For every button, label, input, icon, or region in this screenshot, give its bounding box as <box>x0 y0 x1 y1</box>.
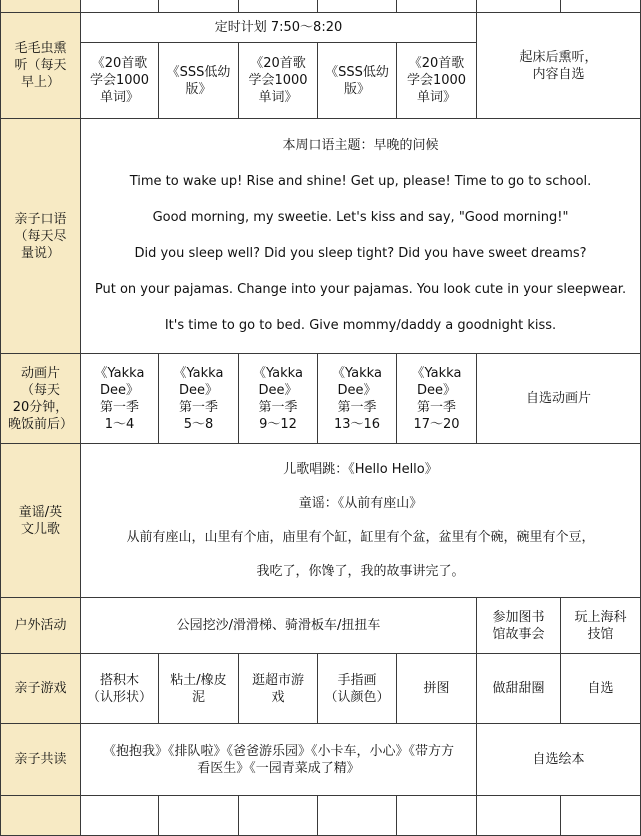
game-cell: 做甜甜圈 <box>477 654 561 724</box>
game-cell: 自选 <box>561 654 641 724</box>
outdoor-main-activity: 公园挖沙/滑滑梯、骑滑板车/扭扭车 <box>81 598 477 654</box>
listening-item: 《20首歌 学会1000 单词》 <box>81 43 159 119</box>
day-cell <box>477 796 561 836</box>
rhyme-song-title: 儿歌唱跳：《Hello Hello》 <box>283 462 438 477</box>
table-row-reading <box>1 724 641 796</box>
cartoon-free-choice: 自选动画片 <box>477 354 641 444</box>
day-cell <box>159 0 239 13</box>
spoken-line: Good morning, my sweetie. Let's kiss and say, "Good morning!" <box>152 210 569 225</box>
table-row-spoken-english <box>1 119 641 354</box>
category-nursery-rhymes: 童谣/英 文儿歌 <box>1 444 81 598</box>
rhyme-line: 从前有座山，山里有个庙，庙里有个缸，缸里有个盆，盆里有个碗，碗里有个豆， <box>126 530 595 545</box>
listening-item: 《20首歌 学会1000 单词》 <box>397 43 477 119</box>
morning-listening-note: 起床后熏听， 内容自选 <box>477 13 641 119</box>
listening-item: 《20首歌 学会1000 单词》 <box>239 43 318 119</box>
table-row-cartoons <box>1 354 641 444</box>
reading-book-list: 《抱抱我》《排队啦》《爸爸游乐园》《小卡车，小心》《带方方 看医生》《一园青菜成了精》 <box>81 724 477 796</box>
day-cell <box>81 0 159 13</box>
spoken-english-content <box>81 119 641 354</box>
category-games: 亲子游戏 <box>1 654 81 724</box>
day-cell <box>561 0 641 13</box>
cartoon-episode-cell: 《Yakka Dee》 第一季 5～8 <box>159 354 239 444</box>
day-cell <box>81 796 159 836</box>
day-cell <box>239 0 318 13</box>
table-row-top-partial <box>1 0 641 13</box>
category-cell-top <box>1 0 81 13</box>
rhyme-title: 童谣：《从前有座山》 <box>298 496 423 511</box>
table-row-morning-listening <box>1 13 641 43</box>
spoken-line: Did you sleep well? Did you sleep tight? Did you have sweet dreams? <box>134 246 587 261</box>
cartoon-episode-cell: 《Yakka Dee》 第一季 17～20 <box>397 354 477 444</box>
table-row-games <box>1 654 641 724</box>
schedule-time-cell: 定时计划 7:50～8:20 <box>81 13 477 43</box>
spoken-line: It's time to go to bed. Give mommy/daddy a goodnight kiss. <box>164 318 557 333</box>
day-cell <box>318 0 397 13</box>
day-cell <box>561 796 641 836</box>
day-cell <box>318 796 397 836</box>
table-row-nursery-rhymes <box>1 444 641 598</box>
day-cell <box>477 0 561 13</box>
table-row-outdoor <box>1 598 641 654</box>
day-cell <box>159 796 239 836</box>
listening-item: 《SSS低幼 版》 <box>159 43 239 119</box>
game-cell: 搭积木 （认形状） <box>81 654 159 724</box>
day-cell <box>397 796 477 836</box>
table-row-bottom-partial <box>1 796 641 836</box>
listening-item: 《SSS低幼 版》 <box>318 43 397 119</box>
nursery-rhymes-content <box>81 444 641 598</box>
category-spoken-english: 亲子口语 （每天尽 量说） <box>1 119 81 354</box>
day-cell <box>397 0 477 13</box>
game-cell: 逛超市游 戏 <box>239 654 318 724</box>
reading-free-choice: 自选绘本 <box>477 724 641 796</box>
category-outdoor: 户外活动 <box>1 598 81 654</box>
category-morning-listening: 毛毛虫熏 听（每天 早上） <box>1 13 81 119</box>
spoken-line: Put on your pajamas. Change into your pajamas. You look cute in your sleepwear. <box>94 282 627 297</box>
cartoon-episode-cell: 《Yakka Dee》 第一季 1～4 <box>81 354 159 444</box>
game-cell: 粘土/橡皮 泥 <box>159 654 239 724</box>
game-cell: 手指画 （认颜色） <box>318 654 397 724</box>
spoken-line: Time to wake up! Rise and shine! Get up, please! Time to go to school. <box>129 174 592 189</box>
cartoon-episode-cell: 《Yakka Dee》 第一季 9～12 <box>239 354 318 444</box>
rhyme-line: 我吃了，你馋了，我的故事讲完了。 <box>256 564 465 579</box>
outdoor-science-museum: 玩上海科 技馆 <box>561 598 641 654</box>
game-cell: 拼图 <box>397 654 477 724</box>
outdoor-library-storytime: 参加图书 馆故事会 <box>477 598 561 654</box>
category-cartoons: 动画片 （每天 20分钟， 晚饭前后） <box>1 354 81 444</box>
category-cell-bottom <box>1 796 81 836</box>
cartoon-episode-cell: 《Yakka Dee》 第一季 13～16 <box>318 354 397 444</box>
spoken-topic-title: 本周口语主题：早晚的问候 <box>282 138 439 153</box>
day-cell <box>239 796 318 836</box>
category-reading: 亲子共读 <box>1 724 81 796</box>
